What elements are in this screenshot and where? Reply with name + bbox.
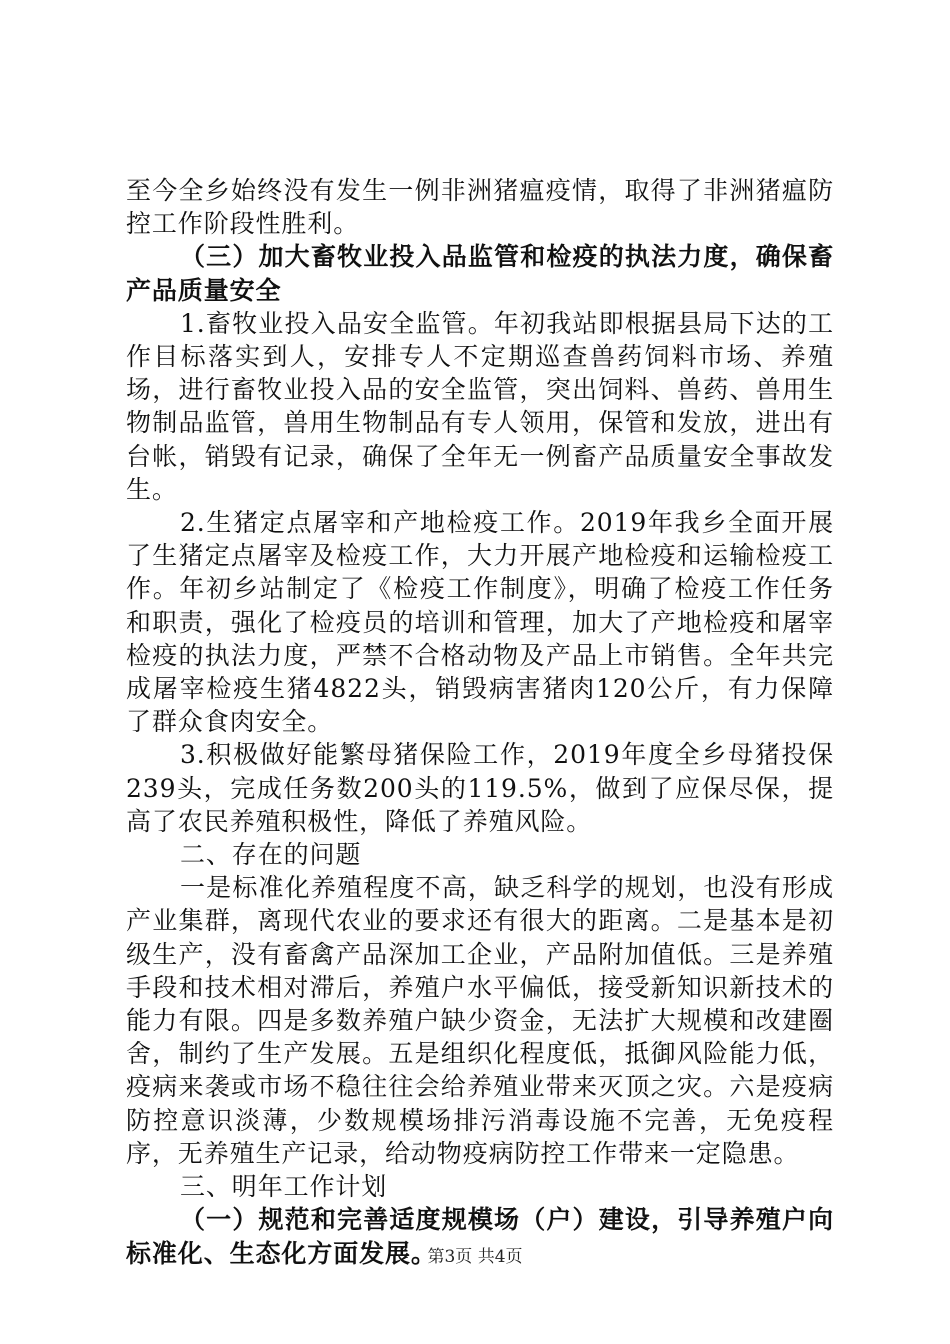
document-body	[126, 174, 834, 1270]
section-heading-problems: 二、存在的问题	[180, 840, 362, 870]
section-heading-next-year-plan: 三、明年工作计划	[180, 1172, 388, 1202]
paragraph-input-supervision: 1.畜牧业投入品安全监管。年初我站即根据县局下达的工作目标落实到人，安排专人不定期巡查兽药饲料市场、养殖场，进行畜牧业投入品的安全监管，突出饲料、兽药、兽用生物制品监管，兽用生物制品有专人领用，保管和发放，进出有台帐，销毁有记录，确保了全年无一例畜产品质量安全事故发生。	[126, 308, 834, 504]
subsection-heading-standardization: （一）规范和完善适度规模场（户）建设，引导养殖户向标准化、生态化方面发展。	[126, 1205, 834, 1268]
paragraph-sow-insurance: 3.积极做好能繁母猪保险工作，2019年度全乡母猪投保239头，完成任务数200头的119.5%，做到了应保尽保，提高了农民养殖积极性，降低了养殖风险。	[126, 740, 834, 836]
page-footer: 第3页 共4页	[427, 1247, 523, 1267]
section-heading-supervision: （三）加大畜牧业投入品监管和检疫的执法力度，确保畜产品质量安全	[126, 242, 834, 305]
paragraph-slaughter-quarantine: 2.生猪定点屠宰和产地检疫工作。2019年我乡全面开展了生猪定点屠宰及检疫工作，大力开展产地检疫和运输检疫工作。年初乡站制定了《检疫工作制度》，明确了检疫工作任务和职责，强化了检疫员的培训和管理，加大了产地检疫和屠宰检疫的执法力度，严禁不合格动物及产品上市销售。全年共完成屠宰检疫生猪4822头，销毁病害猪肉120公斤，有力保障了群众食肉安全。	[126, 508, 834, 737]
paragraph-problems: 一是标准化养殖程度不高，缺乏科学的规划，也没有形成产业集群，离现代农业的要求还有很大的距离。二是基本是初级生产，没有畜禽产品深加工企业，产品附加值低。三是养殖手段和技术相对滞后，养殖户水平偏低，接受新知识新技术的能力有限。四是多数养殖户缺少资金，无法扩大规模和改建圈舍，制约了生产发展。五是组织化程度低，抵御风险能力低，疫病来袭或市场不稳往往会给养殖业带来灭顶之灾。六是疫病防控意识淡薄，少数规模场排污消毒设施不完善，无免疫程序，无养殖生产记录，给动物疫病防控工作带来一定隐患。	[126, 873, 834, 1168]
paragraph-continuation: 至今全乡始终没有发生一例非洲猪瘟疫情，取得了非洲猪瘟防控工作阶段性胜利。	[126, 176, 834, 239]
